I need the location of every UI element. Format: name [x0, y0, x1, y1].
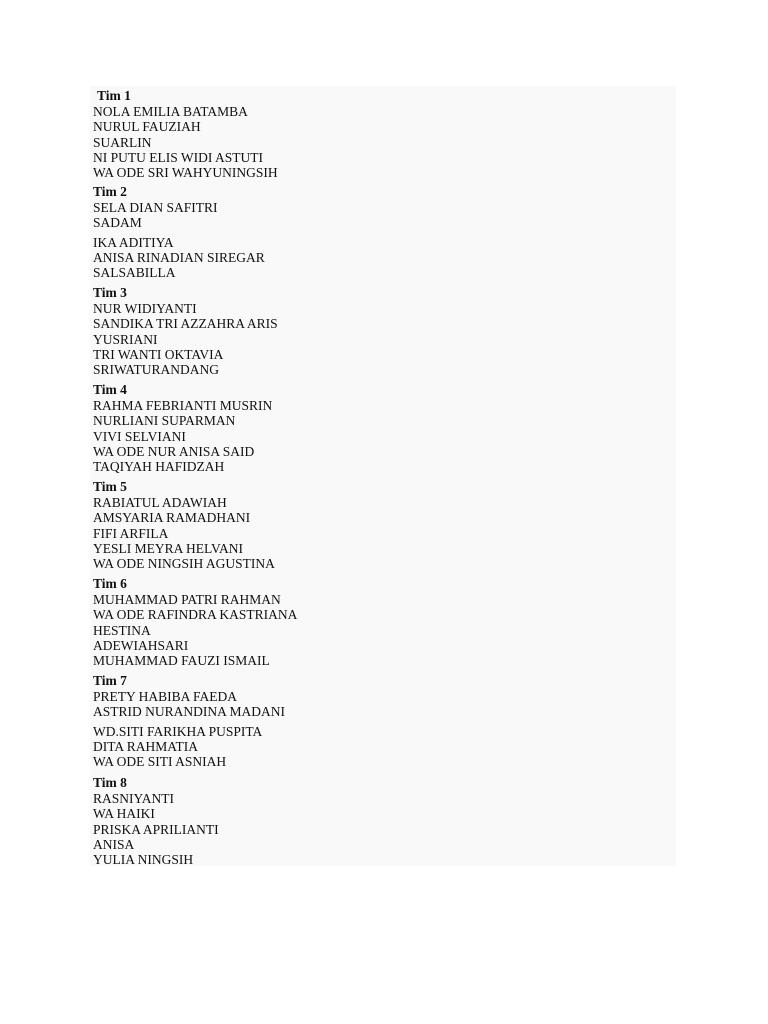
team-member: NUR WIDIYANTI: [93, 301, 197, 316]
team-member: DITA RAHMATIA: [93, 738, 199, 754]
team-member: IKA ADITIYA: [93, 234, 174, 250]
team-member: WA ODE SITI ASNIAH: [93, 754, 227, 770]
team-block-4: [93, 382, 272, 474]
team-member: TAQIYAH HAFIDZAH: [93, 459, 225, 475]
team-member: NI PUTU ELIS WIDI ASTUTI: [93, 149, 263, 165]
team-block-8: [93, 775, 219, 867]
team-member: YUSRIANI: [93, 331, 158, 347]
team-block-6: [93, 576, 297, 668]
team-member: ASTRID NURANDINA MADANI: [93, 704, 285, 720]
team-member: ADEWIAHSARI: [93, 637, 189, 653]
team-block-7: [93, 673, 285, 769]
team-member: AMSYARIA RAMADHANI: [93, 510, 251, 526]
team-member: YULIA NINGSIH: [93, 852, 194, 868]
team-member: FIFI ARFILA: [93, 525, 169, 541]
team-member: PRISKA APRILIANTI: [93, 821, 219, 837]
team-member: VIVI SELVIANI: [93, 428, 186, 444]
team-member: NOLA EMILIA BATAMBA: [93, 104, 248, 119]
team-member: ANISA: [93, 836, 135, 852]
team-member: HESTINA: [93, 622, 151, 638]
team-member: MUHAMMAD FAUZI ISMAIL: [93, 653, 270, 669]
team-block-2: [93, 184, 265, 280]
team-member: NURUL FAUZIAH: [93, 119, 201, 135]
team-title: Tim 3: [93, 285, 127, 300]
team-member: WA ODE RAFINDRA KASTRIANA: [93, 607, 298, 623]
team-title: Tim 1: [97, 88, 131, 103]
team-member: NURLIANI SUPARMAN: [93, 413, 236, 429]
team-member: SADAM: [93, 215, 142, 231]
team-member: WA ODE NUR ANISA SAID: [93, 443, 255, 459]
team-title: Tim 4: [93, 382, 127, 397]
team-block-5: [93, 479, 275, 571]
team-member: SELA DIAN SAFITRI: [93, 200, 218, 215]
team-title: Tim 6: [93, 576, 127, 591]
team-block-3: [93, 285, 278, 377]
team-member: WA ODE SRI WAHYUNINGSIH: [93, 165, 278, 181]
team-member: PRETY HABIBA FAEDA: [93, 689, 238, 704]
team-member: ANISA RINADIAN SIREGAR: [93, 249, 265, 265]
team-member: SRIWATURANDANG: [93, 362, 220, 378]
team-member: RABIATUL ADAWIAH: [93, 495, 227, 510]
team-member: WD.SITI FARIKHA PUSPITA: [93, 723, 263, 739]
team-member: TRI WANTI OKTAVIA: [93, 346, 224, 362]
team-member: RAHMA FEBRIANTI MUSRIN: [93, 398, 273, 413]
team-member: WA HAIKI: [93, 806, 155, 822]
team-member: SUARLIN: [93, 134, 152, 150]
team-member: YESLI MEYRA HELVANI: [93, 540, 244, 556]
team-member: MUHAMMAD PATRI RAHMAN: [93, 592, 281, 607]
team-member: SALSABILLA: [93, 265, 176, 281]
team-title: Tim 2: [93, 184, 127, 199]
team-member: SANDIKA TRI AZZAHRA ARIS: [93, 316, 278, 332]
team-title: Tim 8: [93, 775, 127, 790]
team-title: Tim 5: [93, 479, 127, 494]
document-page: [90, 86, 676, 866]
team-member: WA ODE NINGSIH AGUSTINA: [93, 556, 275, 572]
team-block-1: [93, 88, 278, 180]
team-member: RASNIYANTI: [93, 791, 174, 806]
team-title: Tim 7: [93, 673, 127, 688]
